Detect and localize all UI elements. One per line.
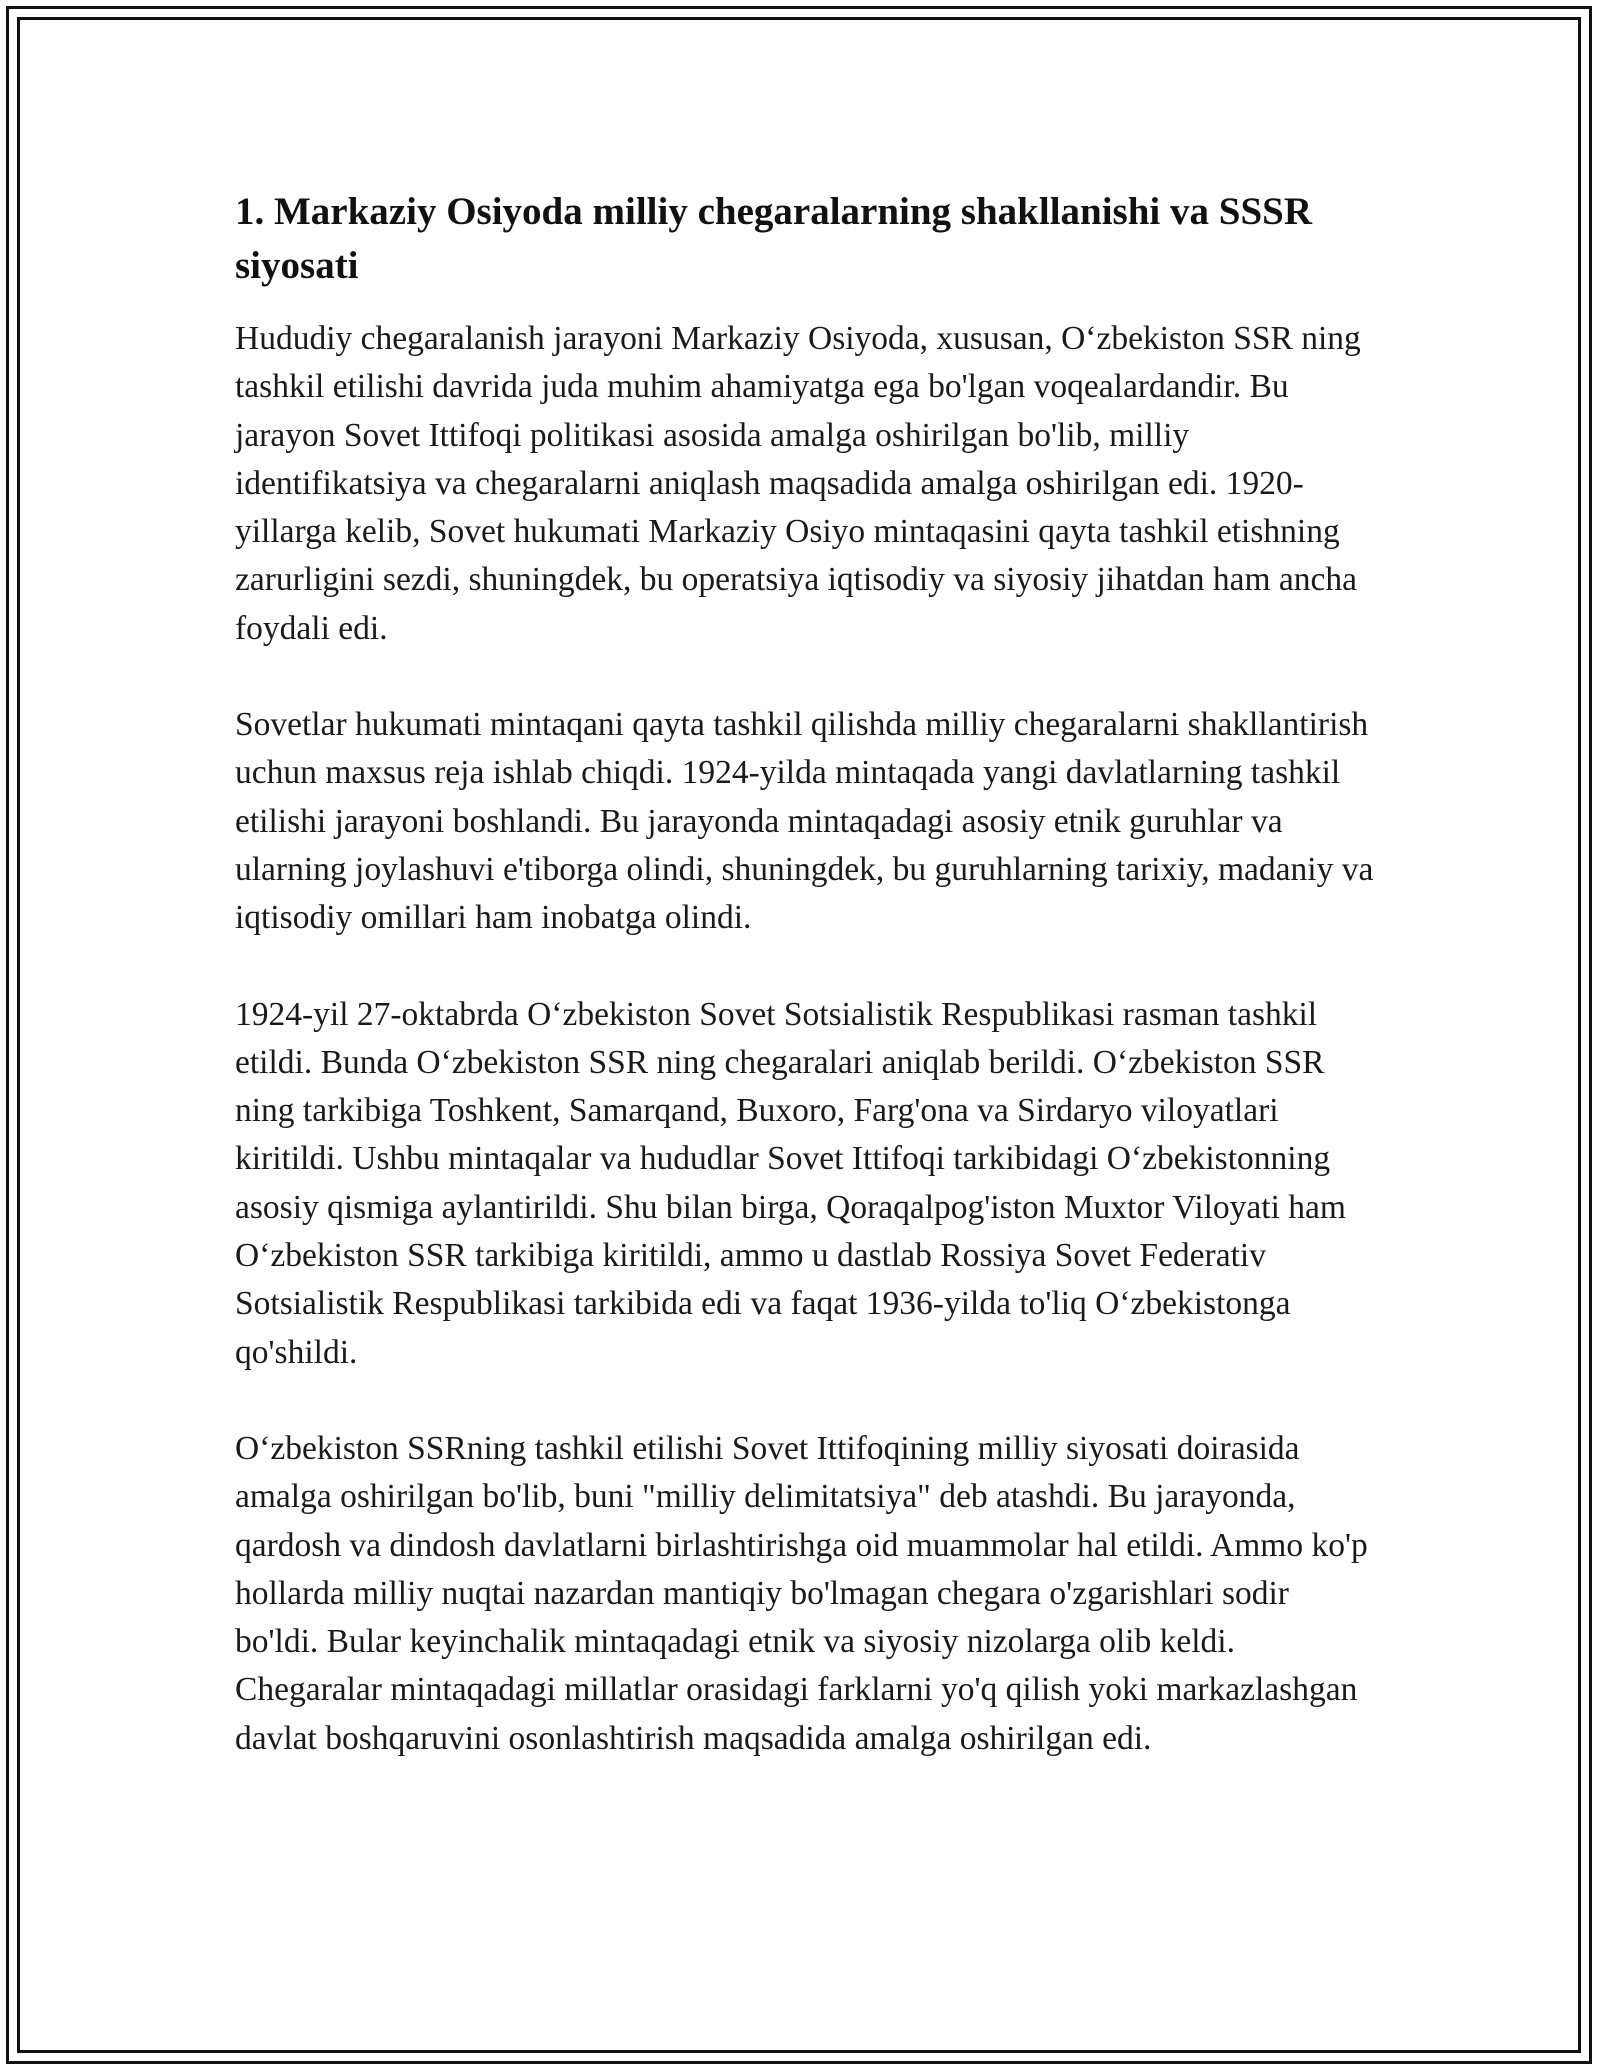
section-title: 1. Markaziy Osiyoda milliy chegaralarning shakllanishi va SSSR siyosati (235, 190, 1312, 287)
paragraph-4: O‘zbekiston SSRning tashkil etilishi Sovet Ittifoqining milliy siyosati doirasida amalga oshirilgan bo'lib, buni "milliy delimitatsiya" deb atashdi. Bu jarayonda, qardosh va dindosh davlatlarni birlashtirishga oid muammolar hal etildi. Ammo ko'p hollarda milliy nuqtai nazardan mantiqiy bo'lmagan chegara o'zgarishlari sodir bo'ldi. Bular keyinchalik mintaqadagi etnik va siyosiy nizolarga olib keldi. Chegaralar mintaqadagi millatlar orasidagi farklarni yo'q qilish yoki markazlashgan davlat boshqaruvini osonlashtirish maqsadida amalga oshirilgan edi. (235, 1429, 1368, 1757)
document-body (235, 185, 1380, 1811)
paragraph-2: Sovetlar hukumati mintaqani qayta tashkil qilishda milliy chegaralarni shakllantirish uchun maxsus reja ishlab chiqdi. 1924-yilda mintaqada yangi davlatlarning tashkil etilishi jarayoni boshlandi. Bu jarayonda mintaqadagi asosiy etnik guruhlar va ularning joylashuvi e'tiborga olindi, shuningdek, bu guruhlarning tarixiy, madaniy va iqtisodiy omillari ham inobatga olindi. (235, 706, 1374, 937)
paragraph-1: Hududiy chegaralanish jarayoni Markaziy Osiyoda, xususan, O‘zbekiston SSR ning tashkil etilishi davrida juda muhim ahamiyatga ega bo'lgan voqealardandir. Bu jarayon Sovet Ittifoqi politikasi asosida amalga oshirilgan bo'lib, milliy identifikatsiya va chegaralarni aniqlash maqsadida amalga oshirilgan edi. 1920-yillarga kelib, Sovet hukumati Markaziy Osiyo mintaqasini qayta tashkil etishning zarurligini sezdi, shuningdek, bu operatsiya iqtisodiy va siyosiy jihatdan ham ancha foydali edi. (235, 320, 1361, 647)
paragraph-3: 1924-yil 27-oktabrda O‘zbekiston Sovet Sotsialistik Respublikasi rasman tashkil etildi. Bunda O‘zbekiston SSR ning chegaralari aniqlab berildi. O‘zbekiston SSR ning tarkibiga Toshkent, Samarqand, Buxoro, Farg'ona va Sirdaryo viloyatlari kiritildi. Ushbu mintaqalar va hududlar Sovet Ittifoqi tarkibidagi O‘zbekistonning asosiy qismiga aylantirildi. Shu bilan birga, Qoraqalpog'iston Muxtor Viloyati ham O‘zbekiston SSR tarkibiga kiritildi, ammo u dastlab Rossiya Sovet Federativ Sotsialistik Respublikasi tarkibida edi va faqat 1936-yilda to'liq O‘zbekistonga qo'shildi. (235, 995, 1346, 1371)
